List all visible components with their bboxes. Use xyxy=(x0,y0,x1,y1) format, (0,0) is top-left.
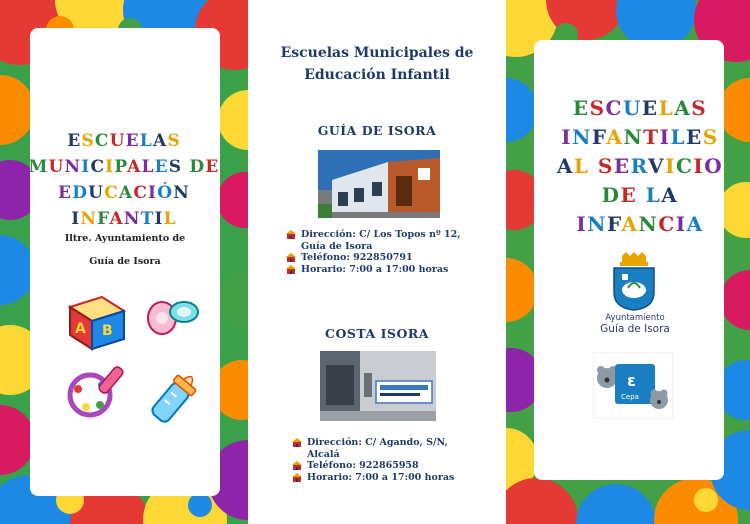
section-heading-guia: GUÍA DE ISORA xyxy=(317,123,437,138)
building-bullet-icon xyxy=(286,253,296,262)
info-item xyxy=(292,437,492,460)
contact-title-line: Escuelas Municipales de xyxy=(280,45,474,61)
cover-title xyxy=(24,128,224,232)
address-line-2: Alcalá xyxy=(307,448,340,460)
phone-text: Teléfono: 922865958 xyxy=(307,460,419,471)
building-bullet-icon xyxy=(286,265,296,274)
info-item xyxy=(286,264,486,276)
address-line-2: Guía de Isora xyxy=(301,240,373,252)
building-bullet-icon xyxy=(292,461,302,470)
svg-text:ε: ε xyxy=(627,371,636,390)
info-item xyxy=(292,460,492,472)
info-item xyxy=(286,229,486,252)
baby-bottle-icon xyxy=(140,362,210,432)
back-cover-title xyxy=(530,94,750,239)
hours-text: Horario: 7:00 a 17:00 horas xyxy=(307,471,455,483)
hours-text: Horario: 7:00 a 17:00 horas xyxy=(301,263,449,275)
building-bullet-icon xyxy=(286,230,296,239)
contact-panel xyxy=(248,0,506,524)
cepa-logo-text: Cepa xyxy=(621,393,639,401)
contact-title-line: Educación Infantil xyxy=(304,67,450,83)
cepa-logo xyxy=(593,352,673,418)
abc-cube-icon xyxy=(62,285,132,355)
ayuntamiento-crest-icon xyxy=(606,252,662,312)
section-heading-costa: COSTA ISORA xyxy=(325,326,429,341)
info-item xyxy=(286,252,486,264)
info-list-guia xyxy=(286,229,486,275)
contact-panel-title xyxy=(248,42,506,86)
back-title-line: AL SERVICIO xyxy=(556,154,724,178)
building-bullet-icon xyxy=(292,473,302,482)
back-title-line: INFANTILES xyxy=(561,125,719,149)
svg-text:B: B xyxy=(102,323,113,339)
cover-title-line: ESCUELAS xyxy=(67,131,181,151)
phone-text: Teléfono: 922850791 xyxy=(301,252,413,263)
rattle-icon xyxy=(64,355,134,425)
ayuntamiento-label: Ayuntamiento xyxy=(605,313,665,323)
cover-subtitle-2: Guía de Isora xyxy=(89,256,161,267)
address-line: Dirección: C/ Los Topos nº 12, xyxy=(301,229,461,240)
ayuntamiento-name: Guía de Isora xyxy=(600,323,670,335)
school-photo-costa xyxy=(320,351,436,421)
back-title-line: ESCUELAS xyxy=(572,96,708,120)
info-list-costa xyxy=(292,437,492,483)
cover-title-line: INFANTIL xyxy=(71,209,177,229)
back-title-line: DE LA xyxy=(601,183,679,207)
info-item xyxy=(292,472,492,484)
cover-title-line: MUNICIPALES DE xyxy=(28,157,220,177)
building-bullet-icon xyxy=(292,438,302,447)
back-title-line: INFANCIA xyxy=(576,212,704,236)
pacifier-icon xyxy=(138,282,208,352)
school-photo-guia xyxy=(318,150,440,218)
cover-title-line: EDUCACIÓN xyxy=(58,183,190,203)
svg-text:A: A xyxy=(75,321,86,337)
address-line: Dirección: C/ Agando, S/N, xyxy=(307,437,448,448)
front-cover-panel xyxy=(0,0,248,524)
cover-subtitle: Iltre. Ayuntamiento de xyxy=(64,233,186,244)
